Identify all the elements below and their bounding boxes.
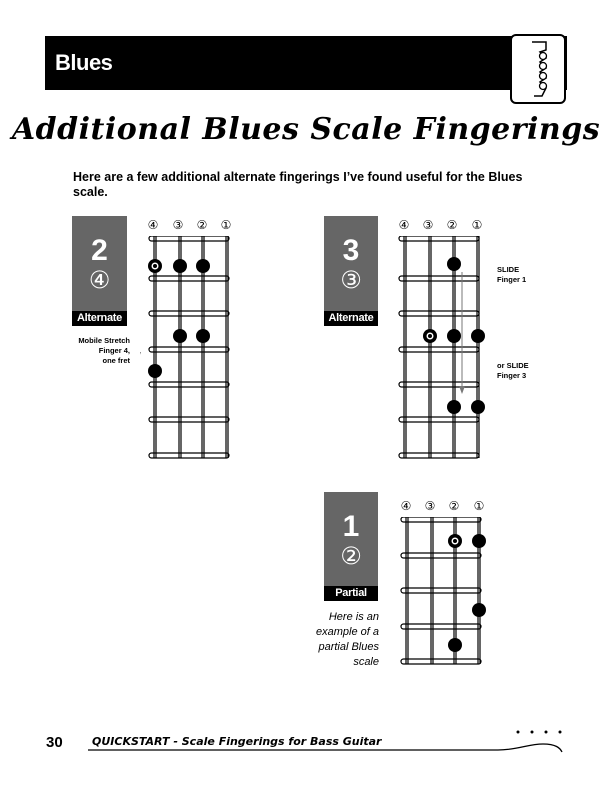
section-title: Blues — [55, 50, 113, 75]
note-line: Finger 4, — [98, 346, 130, 355]
fingering-label: Alternate — [72, 311, 127, 326]
note-dot — [148, 364, 162, 378]
note-dot — [447, 329, 461, 343]
note-dot — [447, 400, 461, 414]
string-number: ① — [473, 499, 485, 513]
string-number: ② — [196, 218, 208, 232]
note-dot — [472, 603, 486, 617]
slide-note-2 — [497, 361, 529, 381]
partial-note — [290, 610, 379, 670]
note-line: scale — [353, 656, 379, 668]
string-number: ① — [471, 218, 483, 232]
fingering-badge — [324, 492, 378, 587]
note-line: one fret — [102, 356, 130, 365]
string-number: ④ — [400, 499, 412, 513]
fingering-label: Partial — [324, 586, 378, 601]
finger-circle: ④ — [88, 266, 111, 294]
note-dot — [472, 534, 486, 548]
string-number: ④ — [398, 218, 410, 232]
stretch-note — [40, 336, 130, 366]
footer-rule-decoration — [88, 726, 570, 754]
fingering-label: Alternate — [324, 311, 378, 326]
note-dot — [471, 329, 485, 343]
finger-circle: ③ — [340, 266, 362, 294]
fretboard-diagram-1 — [140, 236, 240, 466]
note-line: Here is an — [328, 611, 379, 623]
string-number: ② — [448, 499, 460, 513]
fingering-badge — [72, 216, 127, 311]
note-line: or SLIDE — [497, 361, 529, 370]
string-number: ③ — [172, 218, 184, 232]
book-title: QUICKSTART - Scale Fingerings for Bass Guitar — [92, 735, 382, 748]
note-line: example of a — [316, 626, 379, 638]
fingering-number: 2 — [91, 234, 108, 267]
note-line: SLIDE — [497, 265, 520, 274]
string-number: ④ — [147, 218, 159, 232]
fingering-number: 3 — [342, 234, 360, 267]
note-line: partial Blues — [318, 641, 379, 653]
string-number: ① — [220, 218, 232, 232]
note-line: Finger 1 — [497, 275, 527, 284]
note-dot — [173, 259, 187, 273]
fingering-number: 1 — [342, 510, 360, 543]
note-dot — [448, 638, 462, 652]
finger-circle: ② — [340, 542, 362, 570]
page-number: 30 — [46, 734, 63, 751]
page-title: Additional Blues Scale Fingerings — [11, 112, 601, 147]
fingering-badge — [324, 216, 378, 311]
section-header-bar — [45, 36, 567, 90]
note-dot — [173, 329, 187, 343]
note-dot — [196, 259, 210, 273]
slide-note-1 — [497, 265, 526, 285]
string-number: ③ — [422, 218, 434, 232]
fretboard-diagram-3 — [392, 517, 492, 669]
string-number: ② — [446, 218, 458, 232]
intro-text: Here are a few additional alternate fingerings I’ve found useful for the Blues scale. — [73, 170, 523, 199]
bass-headstock-icon — [510, 34, 566, 104]
note-dot — [447, 257, 461, 271]
note-line: Mobile Stretch — [78, 336, 130, 345]
note-dot — [196, 329, 210, 343]
note-line: Finger 3 — [497, 371, 527, 380]
fretboard-diagram-2 — [390, 236, 490, 466]
string-number: ③ — [424, 499, 436, 513]
note-dot — [471, 400, 485, 414]
